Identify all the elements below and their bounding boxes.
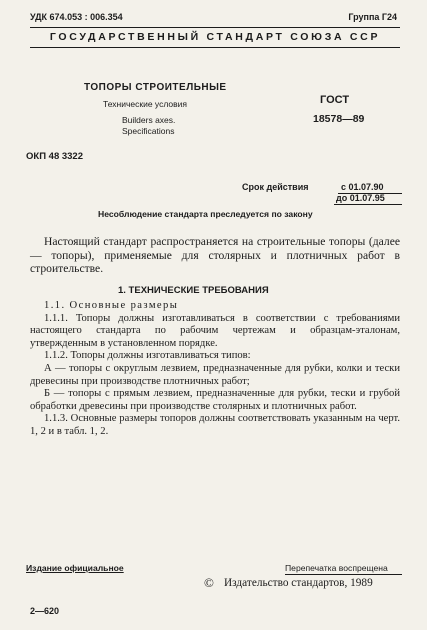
body-text [30,300,400,439]
reprint-underline [285,574,402,575]
group-code: Группа Г24 [348,12,397,22]
reprint-notice: Перепечатка воспрещена [285,563,388,573]
validity-from: с 01.07.90 [341,182,384,192]
gost-number: 18578—89 [313,113,365,125]
clause-1-1-1: 1.1.1. Топоры должны изготавливаться в соответствии с требованиями настоящего стандарта по рабочим чертежам и образцам-эталонам, утвержденным в установленном порядке. [30,312,400,349]
english-title-line2: Specifications [122,126,175,136]
publisher-line: Издательство стандартов, 1989 [224,577,373,589]
type-a-description: А — топоры с округлым лезвием, предназначенные для рубки, колки и тески древесины при производстве плотничных работ; [30,362,400,387]
type-b-description: Б — топоры с прямым лезвием, предназначенные для рубки, тески и грубой обработки древесины при производстве столярных и плотничных работ. [30,388,400,412]
document-title: ТОПОРЫ СТРОИТЕЛЬНЫЕ [84,82,227,93]
copyright-icon: © [204,575,214,590]
subsection-heading: 1.1. Основные размеры [44,300,179,311]
gost-label: ГОСТ [320,94,350,106]
validity-to: до 01.07.95 [336,193,385,203]
intro-text: Настоящий стандарт распространяется на строительные топоры (далее — топоры), применяемые для столярных и плотничных работ в строительстве. [30,235,400,276]
validity-underline-2 [334,204,402,205]
okp-code: ОКП 48 3322 [26,151,83,162]
official-edition: Издание официальное [26,563,124,573]
section-heading: 1. ТЕХНИЧЕСКИЕ ТРЕБОВАНИЯ [118,285,269,296]
clause-1-1-2: 1.1.2. Топоры должны изготавливаться типов: [44,350,251,362]
state-standard-banner: ГОСУДАРСТВЕННЫЙ СТАНДАРТ СОЮЗА ССР [49,31,381,43]
intro-paragraph [30,235,400,276]
document-subtitle: Технические условия [103,99,187,109]
header-rule-top [30,27,400,28]
validity-label: Срок действия [242,182,309,192]
english-title-line1: Builders axes. [122,115,176,125]
clause-1-1-3: 1.1.3. Основные размеры топоров должны соответствовать указанным на черт. 1, 2 и в табл. 1, 2. [30,413,400,437]
udk-code: УДК 674.053 : 006.354 [30,12,123,22]
legal-warning: Несоблюдение стандарта преследуется по закону [98,209,313,219]
header-rule-bottom [30,47,400,48]
page-code: 2—620 [30,606,60,616]
